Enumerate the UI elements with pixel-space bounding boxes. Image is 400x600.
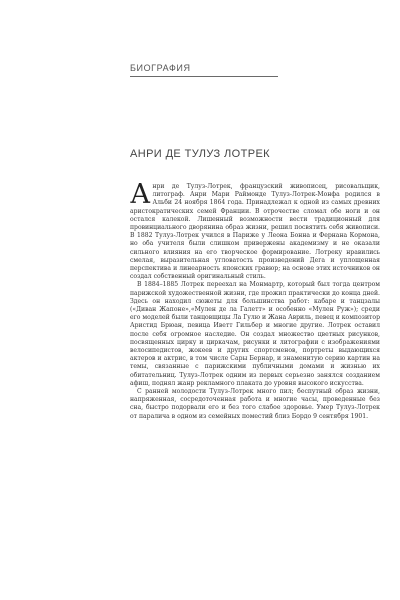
paragraph-1 [130,179,380,281]
header-rule [130,76,278,77]
drop-cap: А [130,179,151,210]
running-head: БИОГРАФИЯ [130,63,191,73]
body-text [130,179,380,421]
paragraph-1-text: нри де Тулуз-Лотрек, французский живописец, рисовальщик, литограф. Анри Мари Раймонде Тулуз-Лотрек-Монфа родился в Альби 24 ноября 1864 года. Принадлежал к одной из самых древних аристократических семей Франции. В отрочестве сломал обе ноги и он остался калекой. Лишенный возможности вести традиционный для провинциального дворянина образ жизни, решил посвятить себя живописи. В 1882 Тулуз-Лотрек учился в Париже у Леона Бонна и Фернана Кормона, но оба учителя были слишком привержены академизму и не оказали сильного влияния на его творческое формирование. Лотреку нравились смелая, выразительная угловатость произведений Дега и уплощенная перспектива и линеарность японских гравюр; на основе этих источников он создал собственный оригинальный стиль. [130,183,380,281]
chapter-title: АНРИ ДЕ ТУЛУЗ ЛОТРЕК [129,148,270,160]
paragraph-3: С ранней молодости Тулуз-Лотрек много пил; беспутный образ жизни, напряженная, сосредоточенная работа и многие часы, проведенные без сна, быстро подорвали его и без того слабое здоровье. Умер Тулуз-Лотрек от паралича в одном из семейных поместий близ Бордо 9 сентября 1901. [130,388,380,420]
paragraph-2: В 1884–1885 Лотрек переехал на Монмартр, который был тогда центром парижской художественной жизни, где прожил практически до конца дней. Здесь он находил сюжеты для большинства работ: кабаре и танцзалы («Диван Жапоне»,«Мулен де ла Галетт» и особенно «Мулен Руж»); среди его моделей были танцовщицы Ла Гулю и Жана Авриль, певец и композитор Аристид Брюан, певица Иветт Гильбер и многие другие. Лотрек оставил после себя огромное наследие. Он создал множество цветных рисунков, посвященных цирку и циркачам, рисунки и литографии с изображениями велосипедистов, жокеев и других спортсменов, портреты выдающихся актеров и актрис, в том числе Сары Бернар, и знаменитую серию картин на темы, связанные с парижскими публичными домами и жизнью их обитательниц. Тулуз-Лотрек одним из первых серьезно занялся созданием афиш, поднял жанр рекламного плаката до уровня высокого искусства. [130,281,380,387]
